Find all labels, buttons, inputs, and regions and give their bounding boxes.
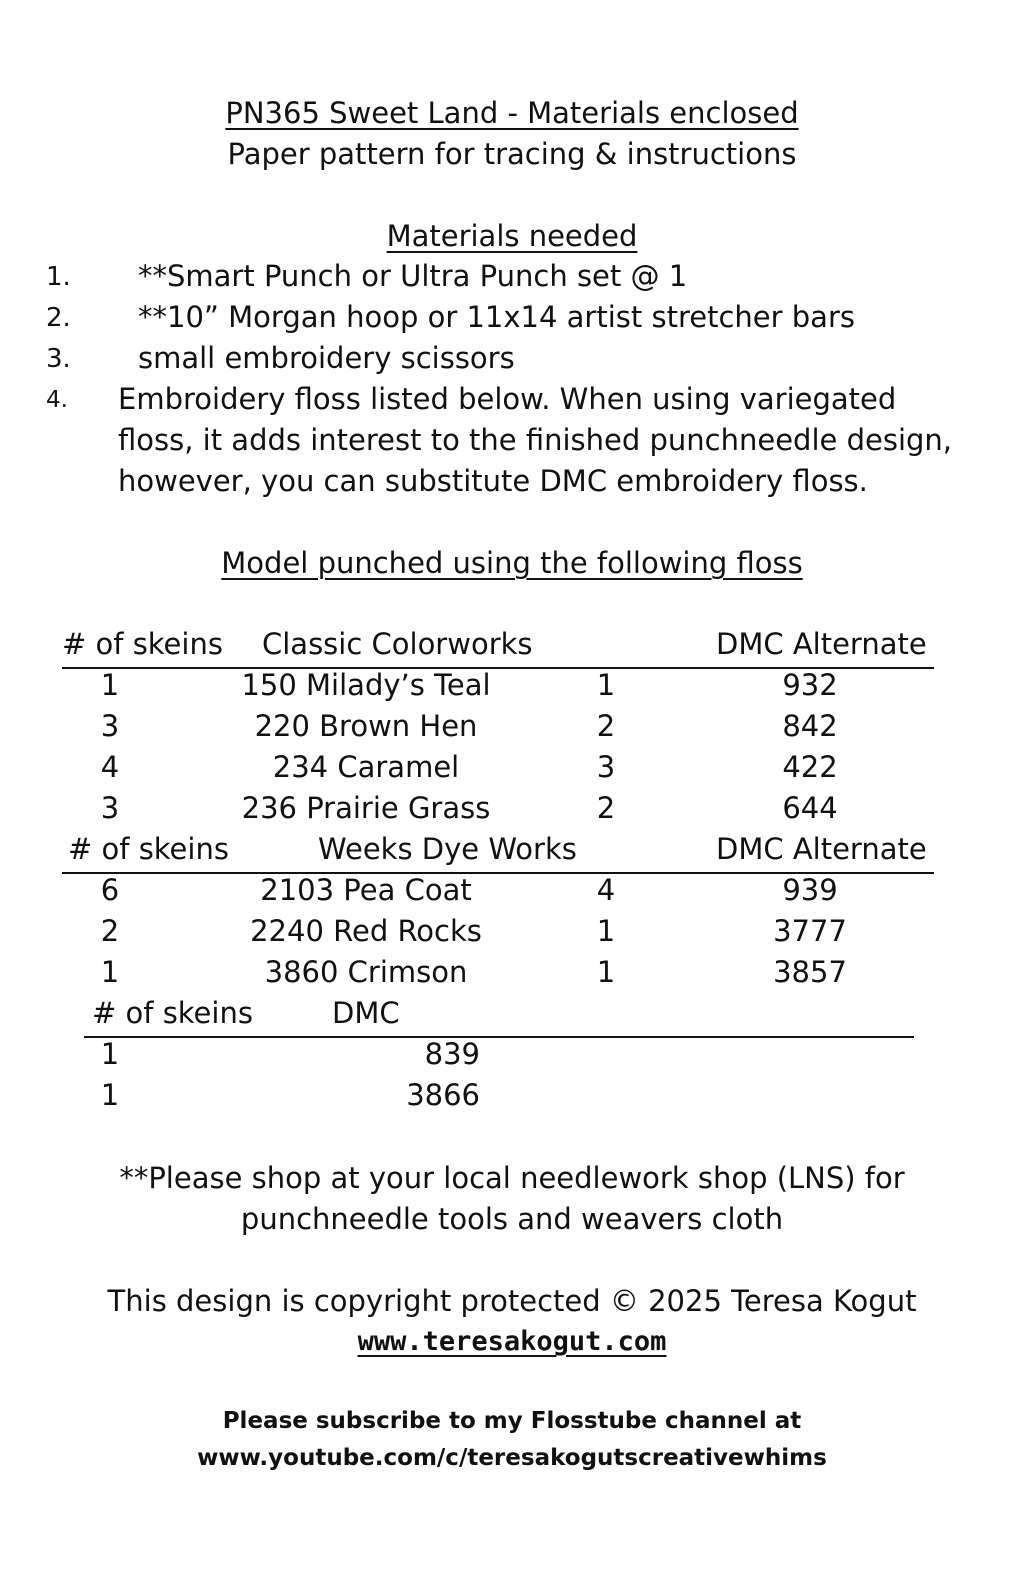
list-number: 4. — [46, 387, 68, 413]
page-title: PN365 Sweet Land - Materials enclosed — [225, 96, 799, 130]
table-cell-color: 220 Brown Hen — [254, 709, 478, 743]
list-item: **10” Morgan hoop or 11x14 artist stretcher bars — [138, 300, 855, 334]
list-item: small embroidery scissors — [138, 341, 515, 375]
weeks-header-dmc: DMC Alternate — [716, 832, 927, 866]
table-cell-dmc-skeins: 2 — [596, 709, 616, 743]
table-cell-color: 236 Prairie Grass — [241, 791, 491, 825]
table-cell-dmc-skeins: 4 — [596, 873, 616, 907]
classic-header-brand: Classic Colorworks — [262, 627, 533, 661]
floss-heading: Model punched using the following floss — [221, 546, 803, 580]
list-number: 1. — [46, 262, 71, 292]
weeks-header-brand: Weeks Dye Works — [318, 832, 577, 866]
table-cell-skeins: 1 — [100, 1078, 120, 1112]
subscribe-line: Please subscribe to my Flosstube channel at — [222, 1408, 802, 1434]
table-cell-color: 2103 Pea Coat — [260, 873, 472, 907]
table-cell-skeins: 3 — [100, 791, 120, 825]
copyright-notice: This design is copyright protected © 2025 Teresa Kogut — [107, 1284, 917, 1318]
table-cell-dmc-skeins: 1 — [596, 955, 616, 989]
weeks-header-skeins: # of skeins — [68, 832, 229, 866]
table-cell-skeins: 2 — [100, 914, 120, 948]
table-cell-color: 3866 — [406, 1078, 480, 1112]
shop-note-line: **Please shop at your local needlework shop (LNS) for — [119, 1161, 905, 1195]
classic-header-dmc: DMC Alternate — [716, 627, 927, 661]
table-cell-dmc: 842 — [782, 709, 838, 743]
table-cell-dmc: 422 — [782, 750, 838, 784]
table-cell-dmc: 939 — [782, 873, 838, 907]
table-cell-skeins: 4 — [100, 750, 120, 784]
list-number: 3. — [46, 344, 71, 374]
website-link[interactable]: www.teresakogut.com — [357, 1326, 667, 1357]
dmc-header-skeins: # of skeins — [92, 996, 253, 1030]
table-cell-skeins: 1 — [100, 1037, 120, 1071]
table-cell-color: 234 Caramel — [272, 750, 460, 784]
table-cell-skeins: 6 — [100, 873, 120, 907]
table-cell-dmc-skeins: 1 — [596, 668, 616, 702]
table-cell-dmc-skeins: 2 — [596, 791, 616, 825]
table-cell-color: 3860 Crimson — [264, 955, 468, 989]
materials-heading: Materials needed — [386, 219, 638, 253]
table-cell-skeins: 3 — [100, 709, 120, 743]
table-cell-dmc-skeins: 1 — [596, 914, 616, 948]
table-cell-skeins: 1 — [100, 668, 120, 702]
list-item: **Smart Punch or Ultra Punch set @ 1 — [138, 259, 688, 293]
classic-header-skeins: # of skeins — [62, 627, 223, 661]
table-cell-skeins: 1 — [100, 955, 120, 989]
table-cell-dmc-skeins: 3 — [596, 750, 616, 784]
shop-note-line: punchneedle tools and weavers cloth — [240, 1202, 784, 1236]
list-item-line: Embroidery floss listed below. When using variegated — [118, 382, 897, 416]
table-cell-dmc: 932 — [782, 668, 838, 702]
table-cell-dmc: 644 — [782, 791, 838, 825]
table-cell-color: 150 Milady’s Teal — [241, 668, 491, 702]
table-cell-dmc: 3777 — [773, 914, 847, 948]
table-cell-dmc: 3857 — [773, 955, 847, 989]
dmc-header-brand: DMC — [332, 996, 400, 1030]
page-subtitle: Paper pattern for tracing & instructions — [227, 137, 797, 171]
table-cell-color: 839 — [424, 1037, 480, 1071]
list-item-line: however, you can substitute DMC embroidery floss. — [118, 464, 868, 498]
youtube-link[interactable]: www.youtube.com/c/teresakogutscreativewhims — [197, 1445, 827, 1471]
list-number: 2. — [46, 303, 71, 333]
list-item-line: floss, it adds interest to the finished punchneedle design, — [118, 423, 953, 457]
table-cell-color: 2240 Red Rocks — [250, 914, 482, 948]
